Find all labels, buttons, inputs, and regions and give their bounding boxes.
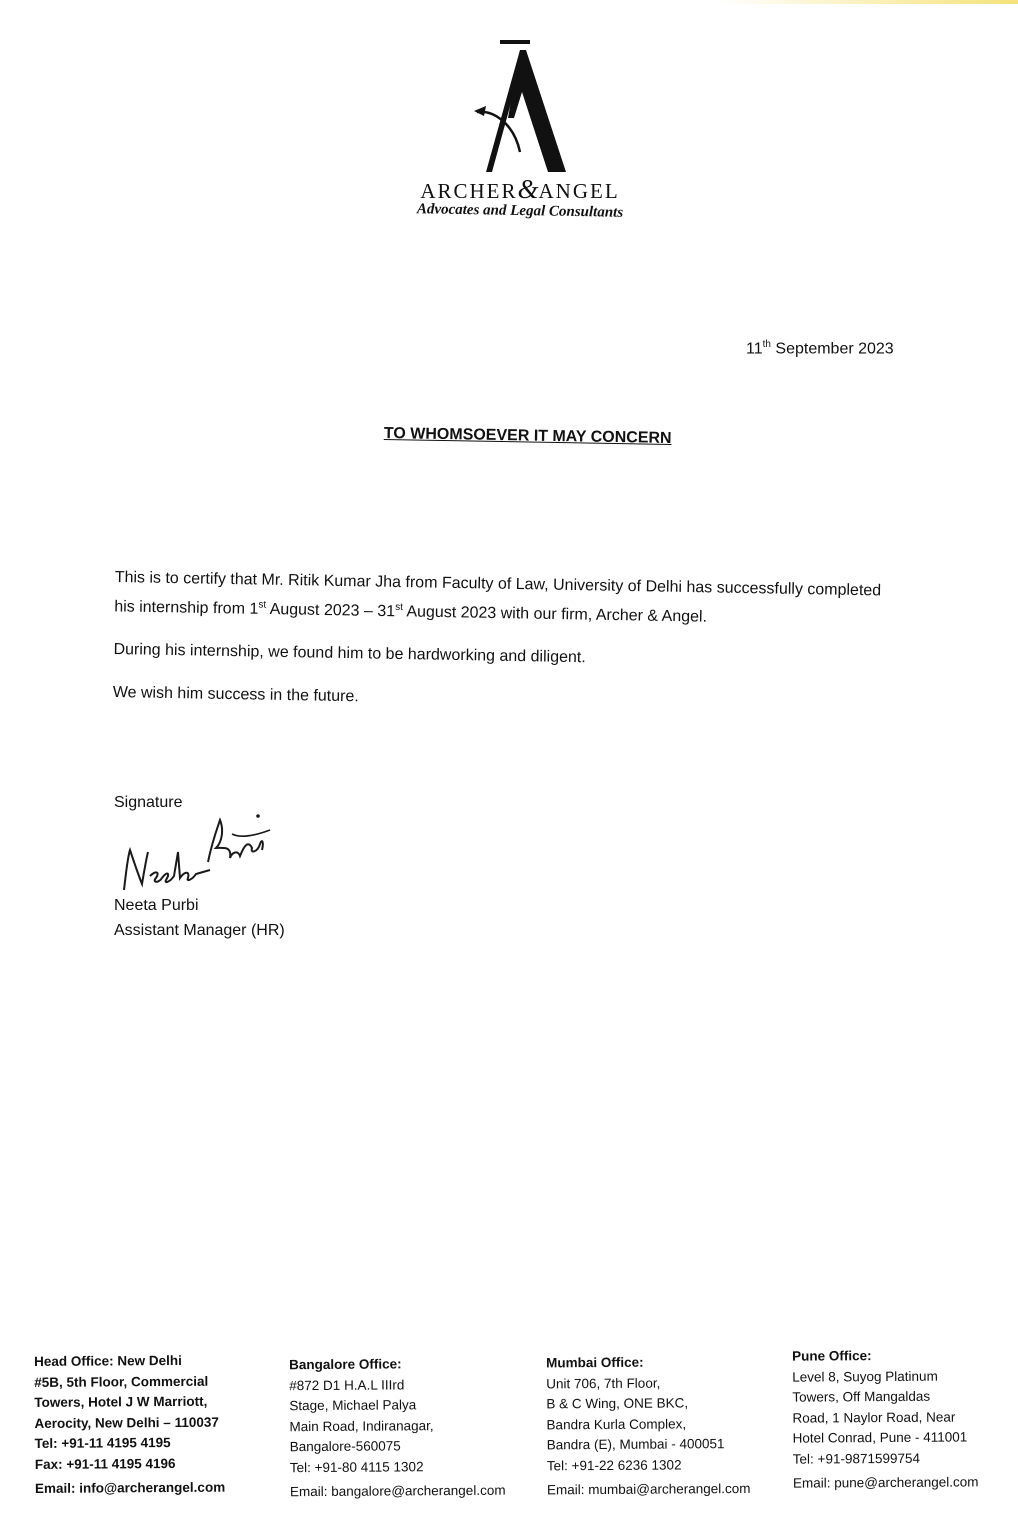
office-address-line: Bandra Kurla Complex,	[546, 1415, 687, 1432]
office-title: Head Office: New Delhi	[34, 1352, 182, 1369]
firm-tagline: Advocates and Legal Consultants	[416, 201, 624, 221]
office-title: Mumbai Office:	[546, 1354, 644, 1371]
office-head-new-delhi	[34, 1350, 275, 1499]
paragraph-wishes: We wish him success in the future.	[112, 684, 359, 706]
para1-sup-2: st	[395, 601, 404, 614]
letter-date	[746, 339, 894, 358]
office-address-line: Bandra (E), Mumbai - 400051	[546, 1436, 725, 1453]
firm-name-angel: ANGEL	[538, 179, 620, 203]
office-email: Email: info@archerangel.com	[34, 1479, 226, 1496]
paragraph-evaluation: During his internship, we found him to be hardworking and diligent.	[113, 641, 586, 667]
office-title: Pune Office:	[791, 1348, 872, 1364]
office-address-line: Main Road, Indiranagar,	[289, 1417, 434, 1434]
office-address-line: Towers, Off Mangaldas	[792, 1388, 931, 1405]
firm-name-ampersand: &	[517, 174, 539, 204]
office-phone: Tel: +91-22 6236 1302	[546, 1456, 682, 1473]
office-pune	[792, 1345, 1018, 1494]
archer-logo-icon	[474, 40, 566, 172]
office-email: Email: pune@archerangel.com	[792, 1474, 979, 1491]
office-address-line: #872 D1 H.A.L IIIrd	[289, 1376, 405, 1393]
office-address-line: Bangalore-560075	[289, 1438, 401, 1455]
logo-letter: A	[474, 40, 475, 41]
para1-sup-1: st	[258, 599, 267, 611]
handwritten-signature	[112, 812, 282, 902]
office-phone: Tel: +91-9871599754	[792, 1450, 921, 1467]
letter-body	[112, 565, 885, 737]
office-address-line: Level 8, Suyog Platinum	[792, 1368, 938, 1385]
firm-name	[390, 174, 650, 205]
office-address-line: Unit 706, 7th Floor,	[546, 1375, 661, 1391]
para1-part-c: August 2023 with our firm, Archer & Angel.	[402, 603, 708, 626]
office-address-line: B & C Wing, ONE BKC,	[546, 1395, 689, 1412]
office-address-line: Towers, Hotel J W Marriott,	[34, 1393, 208, 1410]
office-phone: Tel: +91-80 4115 1302	[289, 1458, 424, 1475]
office-email: Email: bangalore@archerangel.com	[289, 1482, 506, 1500]
office-address-line: Stage, Michael Palya	[289, 1397, 417, 1414]
date-suffix: th	[762, 339, 771, 350]
office-title: Bangalore Office:	[289, 1356, 402, 1373]
office-email: Email: mumbai@archerangel.com	[546, 1480, 751, 1498]
paragraph-certification	[114, 565, 885, 633]
para1-part-b: August 2023 – 31	[265, 600, 396, 621]
office-address-line: Road, 1 Naylor Road, Near	[792, 1409, 956, 1426]
office-address-line: #5B, 5th Floor, Commercial	[34, 1373, 209, 1390]
date-month-year: September 2023	[770, 340, 894, 358]
para1-part-a: This is to certify that Mr. Ritik Kumar Jha from Faculty of Law, University of Delhi has successfully completed his internship from 1	[114, 568, 882, 618]
letterhead-footer	[30, 1345, 1001, 1512]
signer-block	[114, 893, 285, 943]
date-day: 11	[746, 340, 763, 358]
office-phone: Tel: +91-11 4195 4195	[34, 1435, 171, 1451]
letter-heading: TO WHOMSOEVER IT MAY CONCERN	[383, 425, 672, 448]
office-address-line: Hotel Conrad, Pune - 411001	[792, 1429, 968, 1446]
signature-scrawl-icon	[112, 812, 282, 897]
firm-name-archer: ARCHER	[420, 179, 518, 203]
signature-text: Neeta Purbi	[112, 812, 118, 813]
letterhead-logo	[390, 40, 650, 230]
office-fax: Fax: +91-11 4195 4196	[34, 1455, 176, 1472]
office-address-line: Aerocity, New Delhi – 110037	[34, 1414, 219, 1431]
signer-title: Assistant Manager (HR)	[114, 922, 285, 939]
top-edge-highlight	[718, 0, 1018, 4]
office-mumbai	[546, 1352, 787, 1501]
signature-label: Signature	[114, 794, 183, 811]
signer-name: Neeta Purbi	[114, 897, 199, 914]
office-bangalore	[289, 1354, 530, 1503]
